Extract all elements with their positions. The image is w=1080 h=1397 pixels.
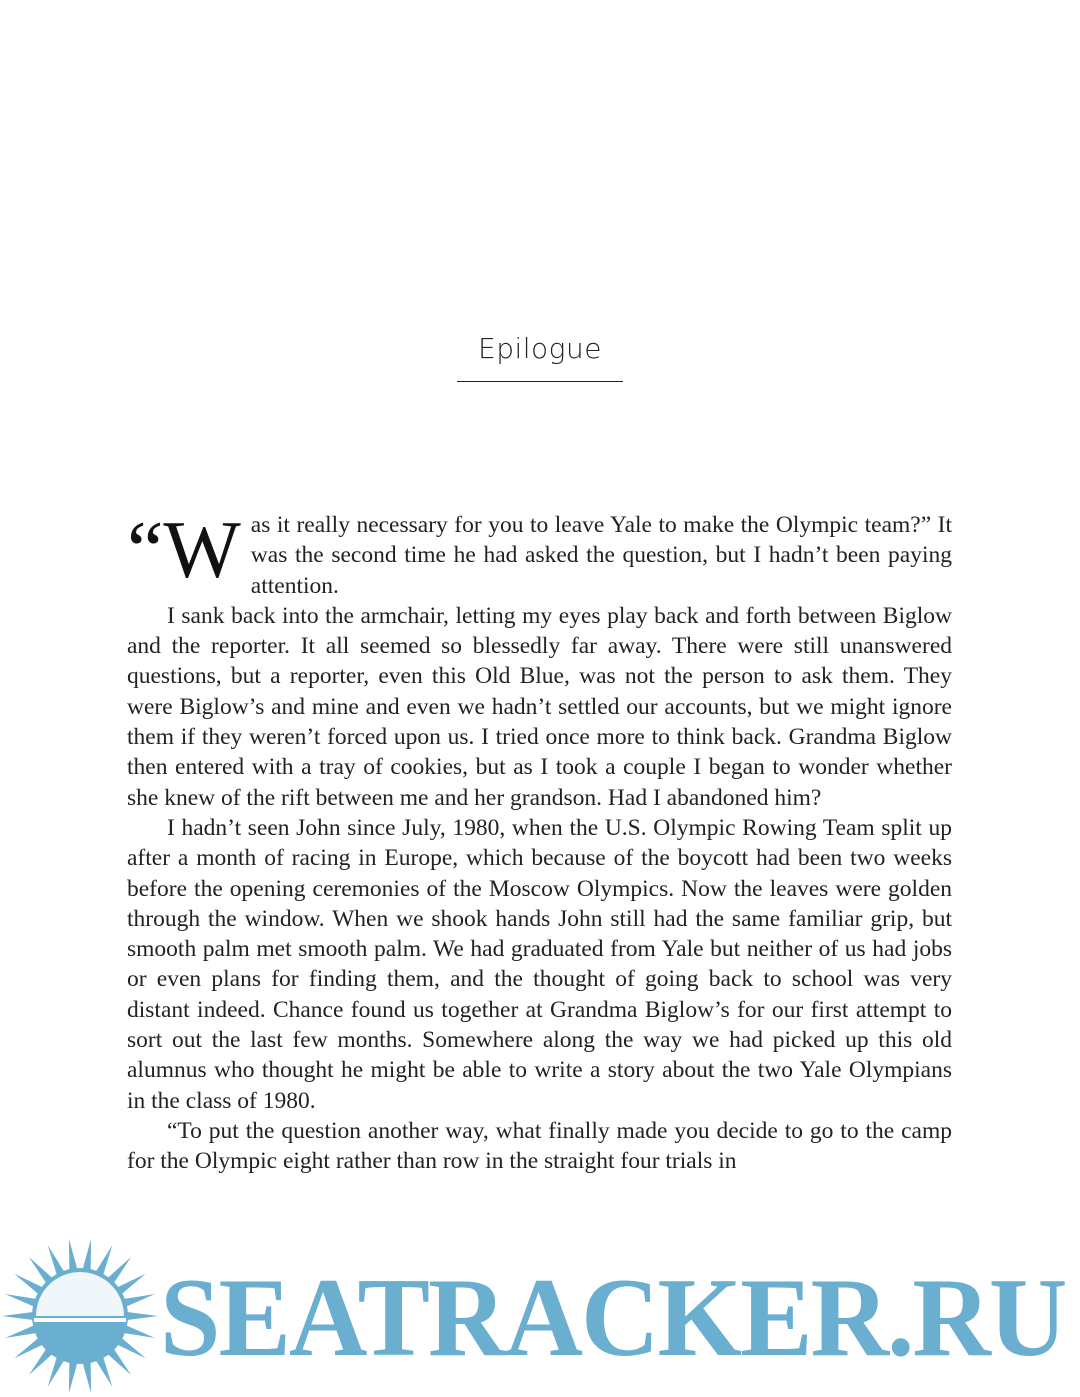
title-divider (457, 381, 623, 382)
drop-cap: “W (127, 504, 241, 595)
paragraph-1 (127, 504, 952, 601)
sun-ray (48, 1356, 65, 1387)
chapter-body (127, 504, 952, 1177)
watermark-text: SEATRACKER.RU (160, 1256, 1066, 1380)
paragraph-3: I hadn’t seen John since July, 1980, when the U.S. Olympic Rowing Team split up after a month of racing in Europe, which because of the boycott had been two weeks before the opening ceremonies of the Moscow Olympics. Now the leaves were golden through the window. When we shook hands John still had the same familiar grip, but smooth palm met smooth palm. We had graduated from Yale but neither of us had jobs or even plans for finding them, and the thought of going back to school was very distant indeed. Chance found us together at Grandma Biglow’s for our first attempt to sort out the last few months. Somewhere along the way we had picked up this old alumnus who thought he might be able to write a story about the two Yale Olympians in the class of 1980. (127, 814, 952, 1114)
sun-ray (123, 1294, 155, 1307)
sun-ray (95, 1245, 112, 1276)
sun-logo-icon (0, 1238, 165, 1393)
sun-ray (48, 1245, 65, 1276)
paragraph-4: “To put the question another way, what finally made you decide to go to the camp for the Olympic eight rather than row in the straight four trials in (127, 1117, 952, 1175)
chapter-title: Epilogue (478, 332, 602, 365)
sun-ray (123, 1325, 155, 1338)
sun-ray (5, 1294, 37, 1307)
sun-ray (69, 1361, 78, 1393)
paragraph-2: I sank back into the armchair, letting my eyes play back and forth between Biglow and the reporter. It all seemed so blessedly far away. There were still unanswered questions, but a reporter, even this Old Blue, was not the person to ask them. They were Biglow’s and mine and even we hadn’t settled our accounts, but we might ignore them if they weren’t forced upon us. I tried once more to think back. Grandma Biglow then entered with a tray of cookies, but as I took a couple I began to wonder whether she knew of the rift between me and her grandson. Had I abandoned him? (127, 602, 952, 811)
sun-ray (82, 1361, 91, 1393)
sun-ray (82, 1239, 91, 1271)
sun-ray (69, 1239, 78, 1271)
paragraph-1-text: as it really necessary for you to leave Yale to make the Olympic team?” It was the second time he had asked the question, but I hadn’t been paying attention. (250, 512, 952, 599)
sun-ray (95, 1356, 112, 1387)
sun-ray (126, 1312, 158, 1320)
sun-ray (2, 1312, 34, 1320)
sun-ray (5, 1325, 37, 1338)
